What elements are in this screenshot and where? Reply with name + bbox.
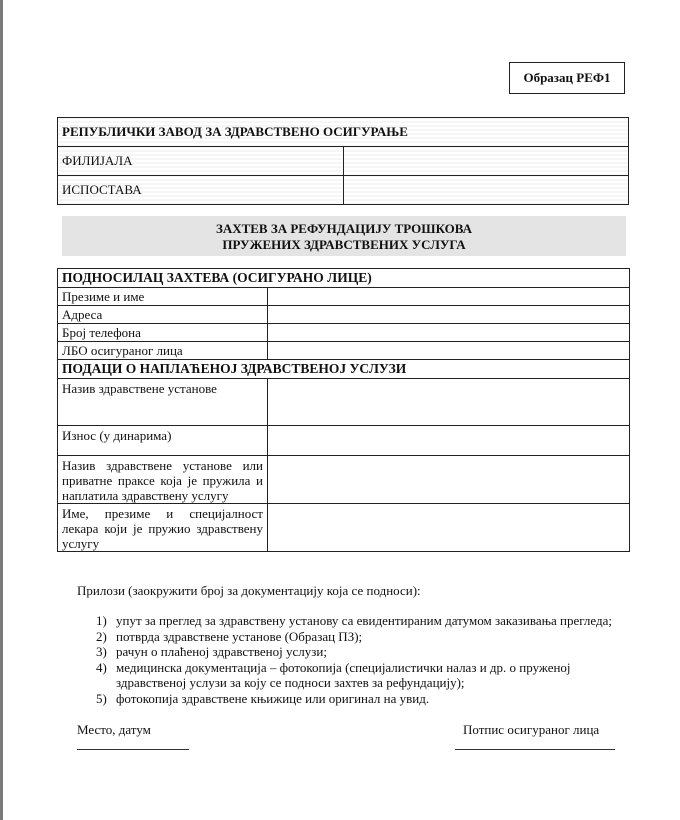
attachments-list bbox=[96, 613, 636, 706]
list-item bbox=[96, 613, 636, 629]
branch-field[interactable] bbox=[343, 147, 629, 176]
applicant-phone-label: Број телефона bbox=[58, 324, 268, 342]
list-item-number: 4) bbox=[96, 659, 107, 675]
applicant-name-label: Презиме и име bbox=[58, 288, 268, 306]
list-item-number: 1) bbox=[96, 613, 107, 628]
list-item-number: 3) bbox=[96, 644, 107, 659]
list-item bbox=[96, 644, 636, 660]
amount-field[interactable] bbox=[268, 426, 630, 456]
list-item-number: 2) bbox=[96, 628, 107, 644]
list-item bbox=[96, 629, 636, 645]
form-code: Образац РЕФ1 bbox=[523, 70, 611, 85]
list-item bbox=[96, 691, 636, 707]
amount-label: Износ (у динарима) bbox=[58, 426, 268, 456]
applicant-address-label: Адреса bbox=[58, 306, 268, 324]
signature-line[interactable] bbox=[455, 749, 615, 750]
signature-label: Потпис осигураног лица bbox=[463, 722, 600, 737]
provider-field[interactable] bbox=[268, 456, 630, 504]
office-field[interactable] bbox=[343, 176, 629, 205]
institution-name: РЕПУБЛИЧКИ ЗАВОД ЗА ЗДРАВСТВЕНО ОСИГУРАЊЕ bbox=[58, 118, 629, 147]
office-label: ИСПОСТАВА bbox=[58, 176, 344, 205]
page-edge-rule bbox=[0, 0, 3, 820]
list-item-text: фотокопија здравствене књижице или оригинал на увид. bbox=[116, 690, 430, 706]
applicant-lbo-label: ЛБО осигураног лица bbox=[58, 342, 268, 360]
facility-name-label: Назив здравствене установе bbox=[58, 379, 268, 426]
applicant-address-field[interactable] bbox=[268, 306, 630, 324]
applicant-phone-field[interactable] bbox=[268, 324, 630, 342]
applicant-name-field[interactable] bbox=[268, 288, 630, 306]
doctor-field[interactable] bbox=[268, 504, 630, 552]
applicant-section-title: ПОДНОСИЛАЦ ЗАХТЕВА (ОСИГУРАНО ЛИЦЕ) bbox=[58, 269, 630, 288]
list-item-text: потврда здравствене установе (Образац ПЗ); bbox=[116, 628, 363, 644]
provider-label: Назив здравствене установе или приватне праксе која је пружила и наплатила здравствену услугу bbox=[58, 456, 268, 504]
applicant-lbo-field[interactable] bbox=[268, 342, 630, 360]
form-title bbox=[62, 216, 626, 256]
place-date-label: Место, датум bbox=[77, 722, 151, 737]
branch-label: ФИЛИЈАЛА bbox=[58, 147, 344, 176]
list-item-text: медицинска документација – фотокопија (специјалистички налаз и др. о пруженој здравственој услузи за коју се подноси захтев за рефундацију); bbox=[116, 659, 571, 690]
form-code-box bbox=[509, 62, 625, 94]
list-item bbox=[96, 660, 636, 691]
attachments-title: Прилози (заокружити број за документацију која се подноси): bbox=[77, 583, 421, 598]
place-date-line[interactable] bbox=[77, 749, 189, 750]
doctor-label: Име, презиме и специјалност лекара који је пружио здравствену услугу bbox=[58, 504, 268, 552]
list-item-text: упут за преглед за здравствену установу са евидентираним датумом заказивања прегледа; bbox=[116, 613, 612, 628]
facility-name-field[interactable] bbox=[268, 379, 630, 426]
list-item-text: рачун о плаћеној здравственој услузи; bbox=[116, 644, 327, 659]
form-title-line1: ЗАХТЕВ ЗА РЕФУНДАЦИЈУ ТРОШКОВА bbox=[215, 221, 473, 236]
list-item-number: 5) bbox=[96, 690, 107, 706]
request-table bbox=[57, 268, 630, 552]
service-section-title: ПОДАЦИ О НАПЛАЋЕНОЈ ЗДРАВСТВЕНОЈ УСЛУЗИ bbox=[58, 360, 630, 379]
institution-table bbox=[57, 117, 629, 205]
form-title-line2: ПРУЖЕНИХ ЗДРАВСТВЕНИХ УСЛУГА bbox=[222, 237, 466, 252]
